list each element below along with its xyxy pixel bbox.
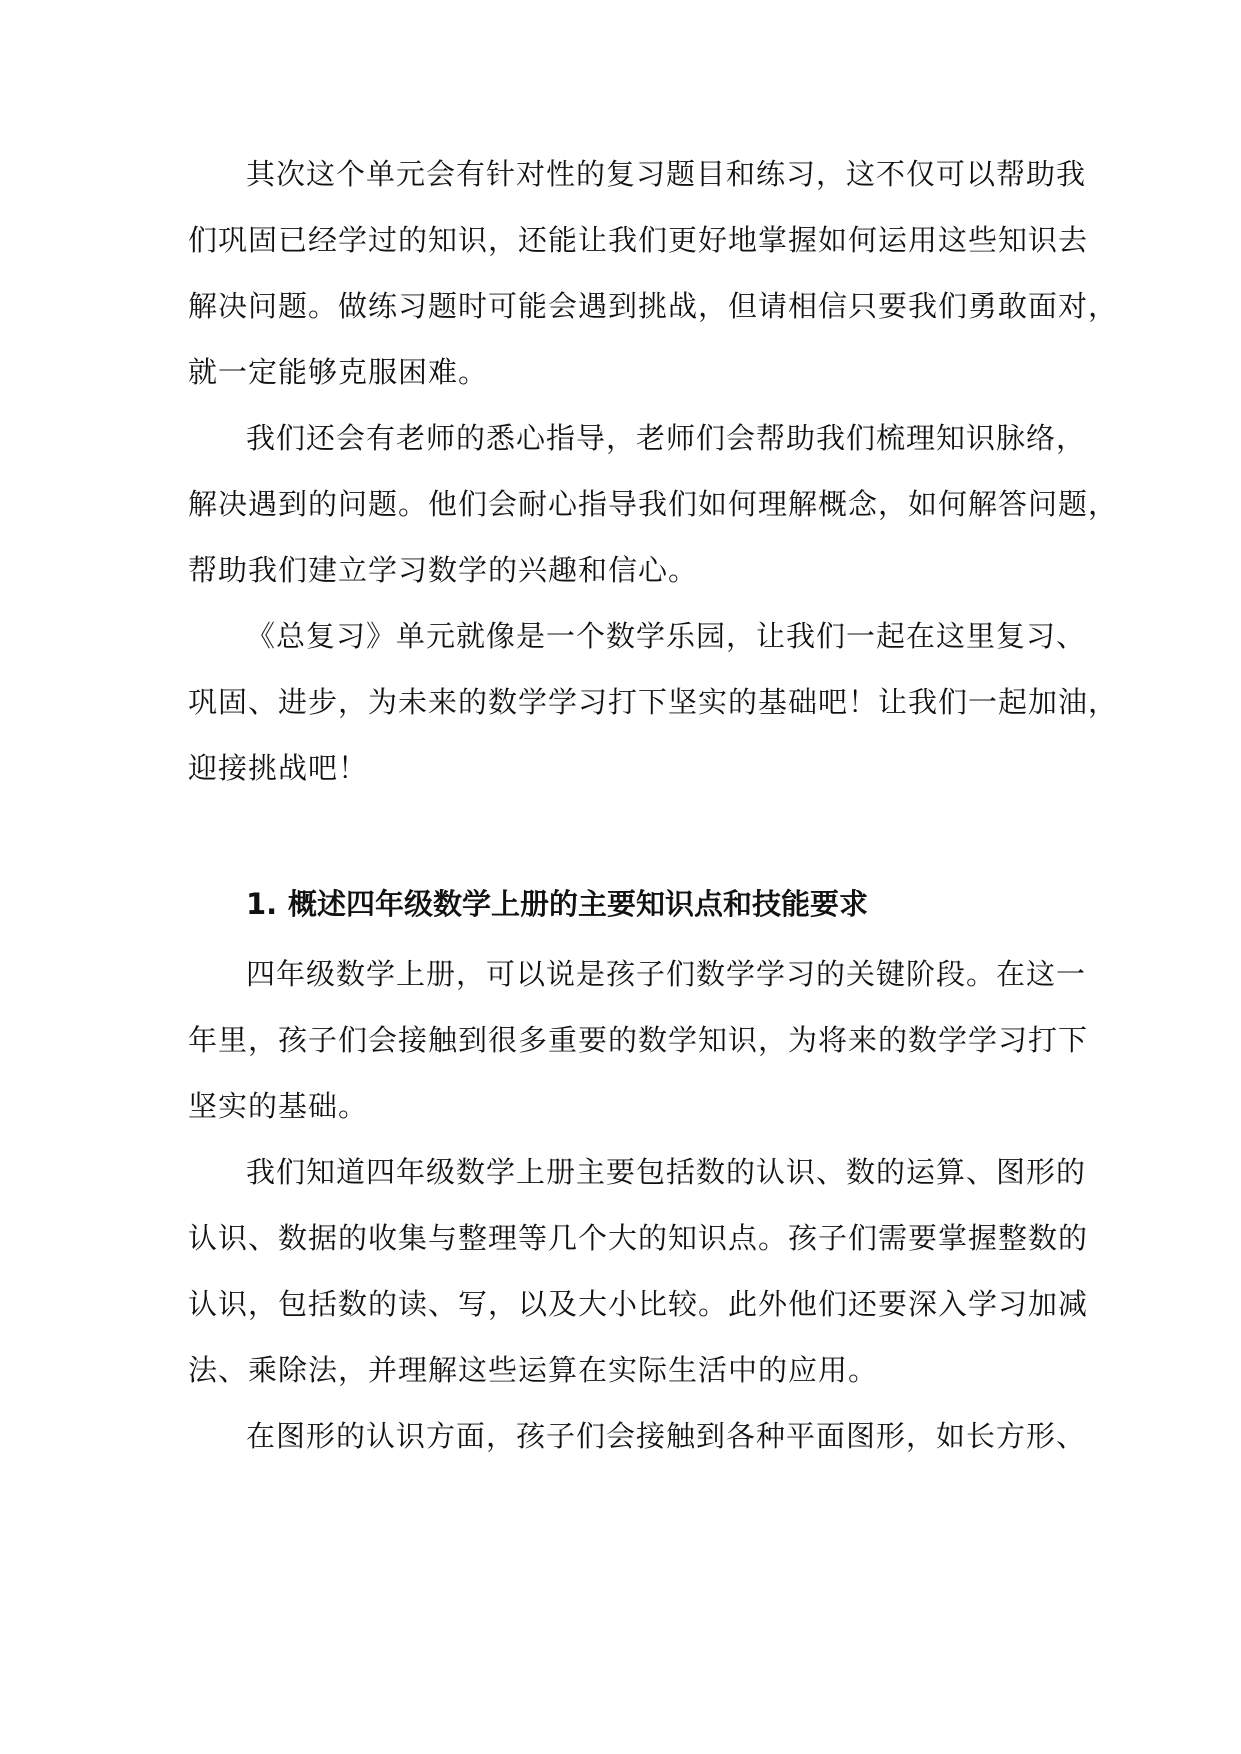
text-line: 我们知道四年级数学上册主要包括数的认识、数的运算、图形的 xyxy=(246,1155,1087,1189)
text-line: 在图形的认识方面，孩子们会接触到各种平面图形，如长方形、 xyxy=(246,1419,1087,1453)
text-line: 解决遇到的问题。他们会耐心指导我们如何理解概念，如何解答问题， xyxy=(188,487,1119,521)
text-line: 就一定能够克服困难。 xyxy=(188,355,489,389)
text-line: 巩固、进步，为未来的数学学习打下坚实的基础吧！让我们一起加油， xyxy=(188,685,1119,719)
paragraph-knowledge-points xyxy=(188,1139,1089,1403)
paragraph-review-exercises xyxy=(188,141,1119,405)
text-line: 四年级数学上册，可以说是孩子们数学学习的关键阶段。在这一 xyxy=(246,957,1087,991)
paragraph-teacher-guidance xyxy=(188,405,1119,603)
section-heading xyxy=(188,871,1066,937)
paragraph-math-park xyxy=(188,603,1119,801)
text-line: 帮助我们建立学习数学的兴趣和信心。 xyxy=(188,553,699,587)
document-body xyxy=(188,141,1119,1469)
text-line: 《总复习》单元就像是一个数学乐园，让我们一起在这里复习、 xyxy=(246,619,1087,653)
heading-text: 概述四年级数学上册的主要知识点和技能要求 xyxy=(288,887,869,921)
text-line: 我们还会有老师的悉心指导，老师们会帮助我们梳理知识脉络， xyxy=(246,421,1087,455)
paragraph-shapes xyxy=(188,1403,1087,1469)
text-line: 们巩固已经学过的知识，还能让我们更好地掌握如何运用这些知识去 xyxy=(188,223,1089,257)
text-line: 坚实的基础。 xyxy=(188,1089,369,1123)
paragraph-grade-four-overview xyxy=(188,941,1089,1139)
text-line: 认识、数据的收集与整理等几个大的知识点。孩子们需要掌握整数的 xyxy=(188,1221,1089,1255)
text-line: 年里，孩子们会接触到很多重要的数学知识，为将来的数学学习打下 xyxy=(188,1023,1089,1057)
heading-number: 1. xyxy=(246,887,278,921)
text-line: 其次这个单元会有针对性的复习题目和练习，这不仅可以帮助我 xyxy=(246,157,1087,191)
text-line: 法、乘除法，并理解这些运算在实际生活中的应用。 xyxy=(188,1353,879,1387)
text-line: 解决问题。做练习题时可能会遇到挑战，但请相信只要我们勇敢面对， xyxy=(188,289,1119,323)
text-line: 认识，包括数的读、写，以及大小比较。此外他们还要深入学习加减 xyxy=(188,1287,1089,1321)
text-line: 迎接挑战吧！ xyxy=(188,751,369,785)
